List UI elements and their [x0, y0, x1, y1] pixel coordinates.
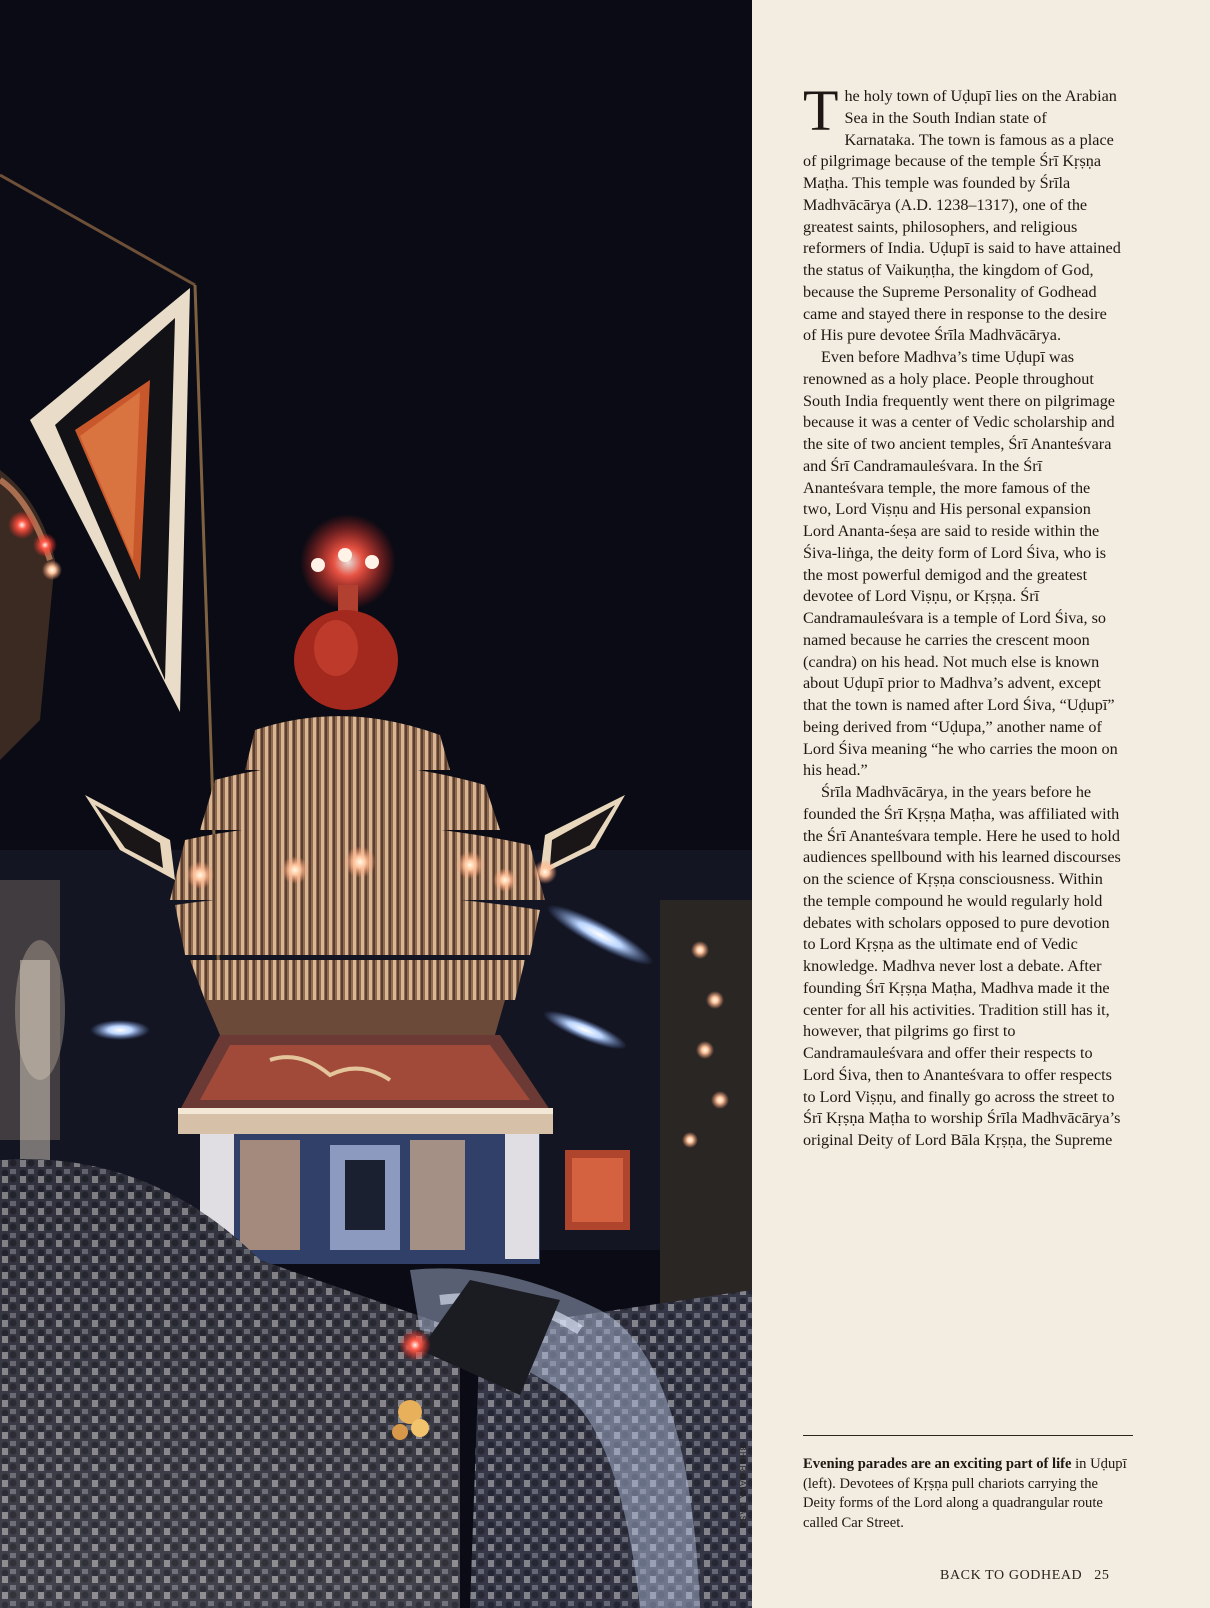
- caption-divider: [803, 1435, 1133, 1436]
- article-body: [803, 78, 1121, 1152]
- photo-caption: [803, 1455, 1133, 1533]
- magazine-title: BACK TO GODHEAD: [940, 1568, 1083, 1583]
- paragraph-1: [803, 78, 1121, 347]
- caption-lead: Evening parades are an exciting part of life: [803, 1456, 1072, 1472]
- caption-body: in Uḍupī (left). Devotees of Kṛṣṇa pull chariots carrying the Deity forms of the Lord along a quadrangular route called Car Street.: [803, 1456, 1127, 1531]
- page-footer: [940, 1568, 1109, 1584]
- paragraph-3: Śrīla Madhvācārya, in the years before he founded the Śrī Kṛṣṇa Maṭha, was affiliated with the Śrī Ananteśvara temple. Here he used to hold audiences spellbound with his learned discourses on the science of Kṛṣṇa consciousness. Within the temple compound he would regularly hold debates with scholars opposed to pure devotion to Lord Kṛṣṇa as the ultimate end of Vedic knowledge. Madhva never lost a debate. After founding Śrī Kṛṣṇa Maṭha, Madhva made it the center for all his activities. Tradition still has it, however, that pilgrims go first to Candramauleśvara and offer their respects to Lord Śiva, then to Ananteśvara to offer respects to Lord Viṣṇu, and finally go across the street to Śrī Kṛṣṇa Maṭha to worship Śrīla Madhvācārya’s original Deity of Lord Bāla Kṛṣṇa, the Supreme: [803, 783, 1121, 1149]
- chariot-canopy: [178, 1035, 553, 1134]
- parade-photo: BHARGAVA DĀSA: [0, 0, 752, 1608]
- drop-cap: T: [803, 78, 839, 143]
- paragraph-1-text: he holy town of Uḍupī lies on the Arabian Sea in the South Indian state of Karnataka. The town is famous as a place of pilgrimage because of the temple Śrī Kṛṣṇa Maṭha. This temple was founded by Śrīla Madhvācārya (A.D. 1238–1317), one of the greatest saints, philosophers, and religious reformers of India. Uḍupī is said to have attained the status of Vaikuṇṭha, the kingdom of God, because the Supreme Personality of Godhead came and stayed there in response to the desire of His pure devotee Śrīla Madhvācārya.: [803, 87, 1121, 345]
- chariot-body: [200, 1134, 540, 1264]
- page-number: 25: [1094, 1568, 1110, 1583]
- paragraph-2: Even before Madhva’s time Uḍupī was renowned as a holy place. People throughout South India frequently went there on pilgrimage because it was a center of Vedic scholarship and the site of two ancient temples, Śrī Ananteśvara and Śrī Candramauleśvara. In the Śrī Ananteśvara temple, the more famous of the two, Lord Viṣṇu and His personal expansion Lord Ananta-śeṣa are said to reside within the Śiva-liṅga, the deity form of Lord Śiva, who is the most powerful demigod and the greatest devotee of Lord Viṣṇu, or Kṛṣṇa. Śrī Candramauleśvara is a temple of Lord Śiva, so named because he carries the crescent moon (candra) on his head. Not much else is known about Uḍupī prior to Madhva’s advent, except that the town is named after Lord Śiva, “Uḍupī” being derived from “Uḍupa,” another name of Lord Śiva meaning “he who carries the moon on his head.”: [803, 348, 1118, 780]
